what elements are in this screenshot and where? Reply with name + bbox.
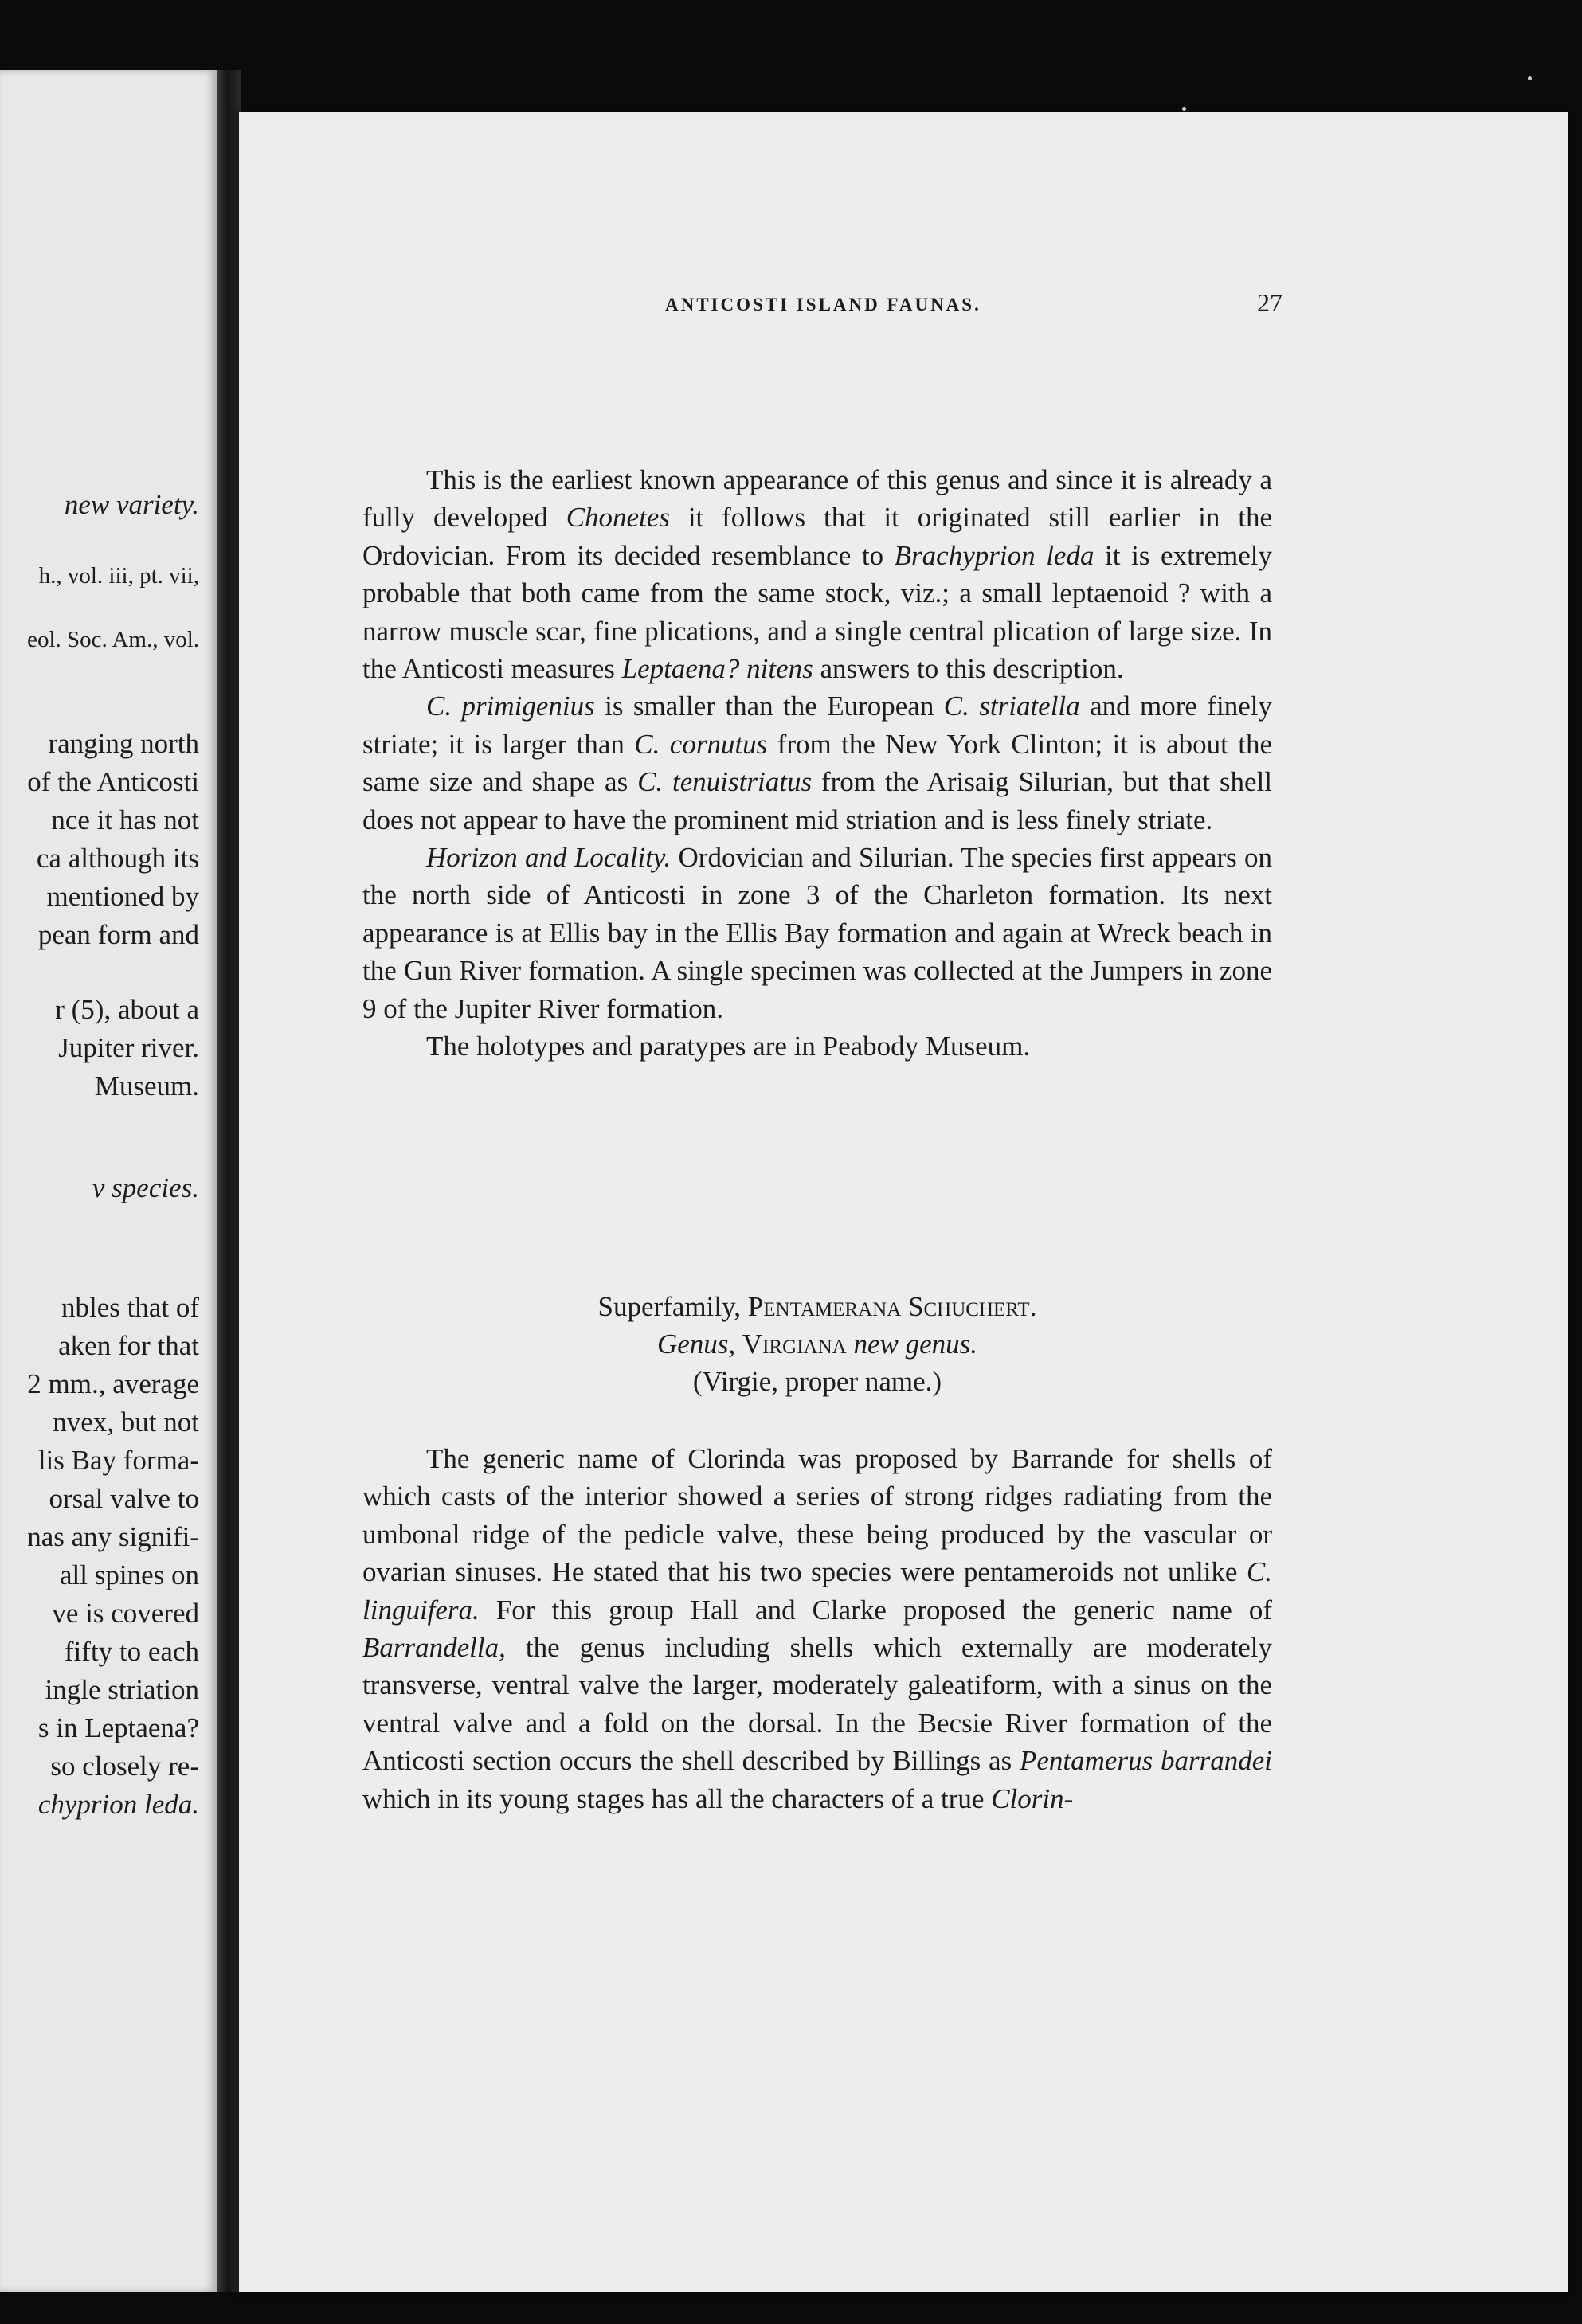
left-line: 2 mm., average <box>27 1368 199 1399</box>
left-line: new variety. <box>64 489 199 520</box>
left-line: nce it has not <box>51 804 199 835</box>
left-line: Jupiter river. <box>58 1032 199 1063</box>
left-line: v species. <box>92 1172 199 1203</box>
taxon-name: Chonetes <box>566 502 670 534</box>
body-text-lower <box>362 1440 1272 1817</box>
left-line: mentioned by <box>46 881 199 912</box>
page-number: 27 <box>1257 288 1282 317</box>
left-line: orsal valve to <box>49 1483 199 1514</box>
text-run: This is the earliest known appearance of this genus and since it is already a fully developed <box>362 464 1272 534</box>
left-line: ingle striation <box>45 1674 199 1705</box>
running-title: ANTICOSTI ISLAND FAUNAS. <box>665 295 981 315</box>
left-line: h., vol. iii, pt. vii, <box>38 563 199 589</box>
left-line: nas any signifi- <box>27 1521 199 1552</box>
left-line: aken for that <box>58 1330 199 1361</box>
taxon-name: C. primigenius <box>426 691 595 722</box>
section-heading <box>362 1288 1272 1400</box>
taxon-name: Leptaena? nitens <box>621 653 813 685</box>
left-line: s in Leptaena? <box>37 1712 199 1743</box>
left-line: pean form and <box>37 919 199 950</box>
right-page <box>239 112 1568 2292</box>
text-run: answers to this description. <box>813 653 1124 685</box>
left-line: lis Bay forma- <box>37 1445 199 1476</box>
book-gutter <box>217 70 241 2292</box>
left-page-fragment <box>0 70 217 2292</box>
left-line: Museum. <box>94 1070 199 1101</box>
genus-name: Virgiana <box>742 1328 847 1360</box>
taxon-name: C. cornutus <box>634 728 768 760</box>
text-run: The holotypes and paratypes are in Peabody Museum. <box>426 1031 1031 1062</box>
paragraph <box>362 461 1272 687</box>
taxon-name: C. linguifera. <box>362 1556 1272 1626</box>
body-text-upper <box>362 461 1272 1066</box>
heading-text: Superfamily, <box>597 1291 748 1322</box>
taxon-name: Clorin- <box>991 1782 1074 1814</box>
running-head <box>362 285 1282 320</box>
superfamily-heading <box>362 1288 1272 1325</box>
left-line: nvex, but not <box>53 1407 199 1438</box>
left-line: fifty to each <box>64 1636 199 1667</box>
heading-italic: new genus. <box>846 1328 978 1360</box>
text-run: from the Arisaig Silurian, but that shell does not appear to have the prominent mid striation and is less finely striate. <box>362 766 1272 835</box>
left-line: ca although its <box>36 843 199 874</box>
horizon-label: Horizon and Locality. <box>426 842 672 874</box>
left-line: so closely re- <box>50 1751 199 1782</box>
text-run: which in its young stages has all the characters of a true <box>362 1782 992 1814</box>
paragraph <box>362 1027 1272 1065</box>
left-line: of the Anticosti <box>27 766 199 797</box>
left-line: eol. Soc. Am., vol. <box>27 627 199 652</box>
paragraph <box>362 687 1272 839</box>
etymology-heading: (Virgie, proper name.) <box>692 1366 942 1397</box>
taxon-name: C. tenuistriatus <box>637 766 813 798</box>
left-line: nbles that of <box>61 1292 199 1323</box>
left-line: all spines on <box>60 1559 199 1590</box>
text-run: the genus including shells which externally are moderately transverse, ventral valve the larger, moderately galeatiform, with a sinus on the ventral valve and a fold on the dorsal. In the Becsie River formation of the Anticosti section occurs the shell described by Billings as <box>362 1632 1272 1777</box>
left-line: r (5), about a <box>55 994 199 1025</box>
left-line: chyprion leda. <box>37 1789 199 1820</box>
text-run: and more finely striate; it is larger than <box>362 691 1273 760</box>
text-run: Ordovician and Silurian. The species first appears on the north side of Anticosti in zone 3 of the Charleton formation. Its next appearance is at Ellis bay in the Ellis Bay formation and again at Wreck beach in the Gun River formation. A single specimen was collected at the Jumpers in zone 9 of the Jupiter River formation. <box>362 842 1272 1024</box>
heading-smallcaps: Pentamerana Schuchert. <box>747 1291 1037 1322</box>
taxon-name: Brachyprion leda <box>894 539 1094 571</box>
dust-speck <box>1528 76 1532 80</box>
heading-italic: Genus, <box>656 1328 742 1360</box>
text-run: For this group Hall and Clarke proposed the generic name of <box>479 1594 1272 1626</box>
paragraph <box>362 1440 1272 1817</box>
text-run: from the New York Clinton; it is about the same size and shape as <box>362 728 1272 798</box>
taxon-name: C. striatella <box>943 691 1080 722</box>
genus-heading <box>362 1325 1272 1363</box>
text-run: it follows that it originated still earlier in the Ordovician. From its decided resemblance to <box>362 502 1272 571</box>
taxon-name: Barrandella, <box>362 1632 506 1664</box>
left-line: ranging north <box>48 728 199 759</box>
text-run: is smaller than the European <box>594 691 944 722</box>
left-line: ve is covered <box>52 1598 199 1629</box>
text-run: it is extremely probable that both came from the same stock, viz.; a small leptaenoid ? with a narrow muscle scar, fine plications, and a single central plication of large size. In the Anticosti measures <box>362 539 1272 685</box>
dust-speck <box>1182 107 1186 111</box>
text-run: The generic name of Clorinda was proposed by Barrande for shells of which casts of the interior showed a series of strong ridges radiating from the umbonal ridge of the pedicle valve, these being produced by the vascular or ovarian sinuses. He stated that his two species were pentameroids not unlike <box>362 1443 1272 1588</box>
taxon-name: Pentamerus barrandei <box>1020 1745 1272 1777</box>
paragraph <box>362 839 1272 1027</box>
